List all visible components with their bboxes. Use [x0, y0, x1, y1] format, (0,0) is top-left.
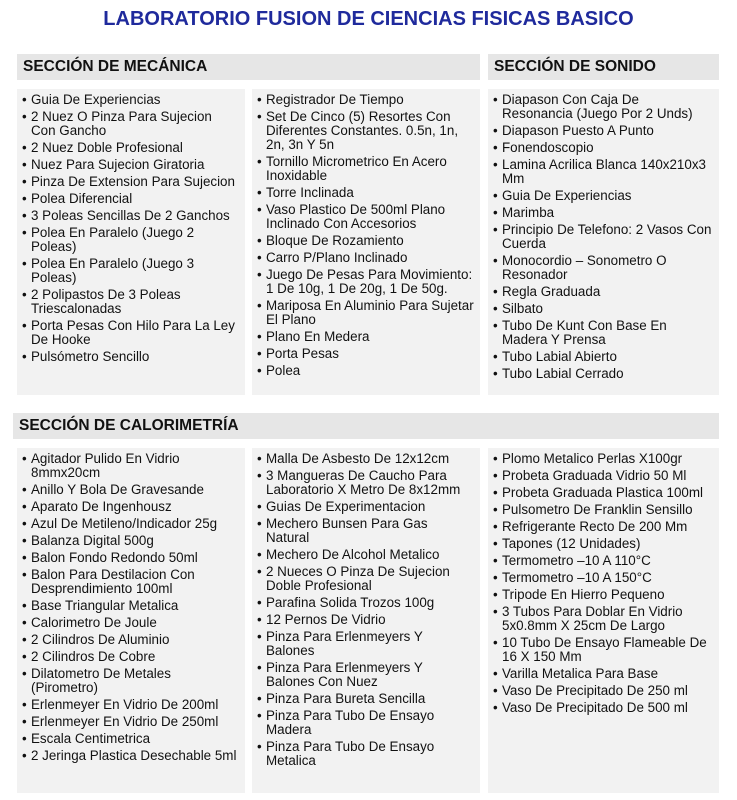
list-item: • Agitador Pulido En Vidrio 8mmx20cm	[22, 452, 239, 480]
mecanica-column-2	[252, 89, 480, 395]
list-item: • Balon Fondo Redondo 50ml	[22, 551, 239, 565]
list-item: • Calorimetro De Joule	[22, 616, 239, 630]
list-item: • Pinza De Extension Para Sujecion	[22, 175, 239, 189]
list-item: • Porta Pesas	[257, 347, 474, 361]
list-item: • Pinza Para Erlenmeyers Y Balones	[257, 630, 474, 658]
list-item: • Vaso De Precipitado De 500 ml	[493, 701, 713, 715]
section-heading-mecanica: SECCIÓN DE MECÁNICA	[17, 54, 480, 80]
list-item: • Tapones (12 Unidades)	[493, 537, 713, 551]
list-item: • Juego De Pesas Para Movimiento: 1 De 10g, 1 De 20g, 1 De 50g.	[257, 268, 474, 296]
list-item: • Tubo Labial Cerrado	[493, 367, 713, 381]
list-item: • Pinza Para Bureta Sencilla	[257, 692, 474, 706]
sonido-column-1	[488, 89, 719, 395]
list-item: • Tornillo Micrometrico En Acero Inoxidable	[257, 155, 474, 183]
list-item: • Lamina Acrilica Blanca 140x210x3 Mm	[493, 158, 713, 186]
list-item: • Mechero Bunsen Para Gas Natural	[257, 517, 474, 545]
calorimetria-column-2	[252, 448, 480, 793]
list-item: • Polea Diferencial	[22, 192, 239, 206]
list-item: • Parafina Solida Trozos 100g	[257, 596, 474, 610]
list-item: • 2 Jeringa Plastica Desechable 5ml	[22, 749, 239, 763]
list-item: • Guia De Experiencias	[22, 93, 239, 107]
list-item: • Tripode En Hierro Pequeno	[493, 588, 713, 602]
list-item: • Balon Para Destilacion Con Desprendimiento 100ml	[22, 568, 239, 596]
list-item: • Marimba	[493, 206, 713, 220]
list-item: • 2 Nuez Doble Profesional	[22, 141, 239, 155]
list-item: • 12 Pernos De Vidrio	[257, 613, 474, 627]
list-item: • Polea En Paralelo (Juego 3 Poleas)	[22, 257, 239, 285]
list-item: • Nuez Para Sujecion Giratoria	[22, 158, 239, 172]
list-item: • Probeta Graduada Plastica 100ml	[493, 486, 713, 500]
list-item: • Silbato	[493, 302, 713, 316]
list-item: • Aparato De Ingenhousz	[22, 500, 239, 514]
list-item: • Regla Graduada	[493, 285, 713, 299]
list-item: • 3 Poleas Sencillas De 2 Ganchos	[22, 209, 239, 223]
list-item: • Base Triangular Metalica	[22, 599, 239, 613]
list-item: • Termometro –10 A 110°C	[493, 554, 713, 568]
list-item: • 3 Mangueras De Caucho Para Laboratorio X Metro De 8x12mm	[257, 469, 474, 497]
list-item: • Fonendoscopio	[493, 141, 713, 155]
list-item: • Diapason Con Caja De Resonancia (Juego Por 2 Unds)	[493, 93, 713, 121]
page-title: LABORATORIO FUSION DE CIENCIAS FISICAS BASICO	[103, 8, 634, 30]
list-item: • Polea	[257, 364, 474, 378]
list-item: • Mechero De Alcohol Metalico	[257, 548, 474, 562]
calorimetria-column-3	[488, 448, 719, 793]
list-item: • Pulsometro De Franklin Sensillo	[493, 503, 713, 517]
calorimetria-column-1	[17, 448, 245, 793]
list-item: • Azul De Metileno/Indicador 25g	[22, 517, 239, 531]
list-item: • Principio De Telefono: 2 Vasos Con Cuerda	[493, 223, 713, 251]
list-item: • Probeta Graduada Vidrio 50 Ml	[493, 469, 713, 483]
list-item: • 2 Nueces O Pinza De Sujecion Doble Profesional	[257, 565, 474, 593]
list-item: • Pinza Para Tubo De Ensayo Madera	[257, 709, 474, 737]
list-item: • Monocordio – Sonometro O Resonador	[493, 254, 713, 282]
list-item: • 2 Cilindros De Aluminio	[22, 633, 239, 647]
list-item: • Vaso De Precipitado De 250 ml	[493, 684, 713, 698]
list-item: • Erlenmeyer En Vidrio De 250ml	[22, 715, 239, 729]
list-item: • Anillo Y Bola De Gravesande	[22, 483, 239, 497]
list-item: • Vaso Plastico De 500ml Plano Inclinado Con Accesorios	[257, 203, 474, 231]
list-item: • 2 Cilindros De Cobre	[22, 650, 239, 664]
list-item: • Varilla Metalica Para Base	[493, 667, 713, 681]
list-item: • Escala Centimetrica	[22, 732, 239, 746]
list-item: • Guia De Experiencias	[493, 189, 713, 203]
list-item: • Bloque De Rozamiento	[257, 234, 474, 248]
list-item: • Set De Cinco (5) Resortes Con Diferentes Constantes. 0.5n, 1n, 2n, 3n Y 5n	[257, 110, 474, 152]
list-item: • Guias De Experimentacion	[257, 500, 474, 514]
list-item: • Pinza Para Tubo De Ensayo Metalica	[257, 740, 474, 768]
list-item: • Mariposa En Aluminio Para Sujetar El Plano	[257, 299, 474, 327]
list-item: • Pulsómetro Sencillo	[22, 350, 239, 364]
list-item: • 10 Tubo De Ensayo Flameable De 16 X 150 Mm	[493, 636, 713, 664]
list-item: • Dilatometro De Metales (Pirometro)	[22, 667, 239, 695]
list-item: • Termometro –10 A 150°C	[493, 571, 713, 585]
list-item: • Torre Inclinada	[257, 186, 474, 200]
section-heading-sonido: SECCIÓN DE SONIDO	[488, 54, 719, 80]
list-item: • Balanza Digital 500g	[22, 534, 239, 548]
list-item: • Pinza Para Erlenmeyers Y Balones Con Nuez	[257, 661, 474, 689]
list-item: • Erlenmeyer En Vidrio De 200ml	[22, 698, 239, 712]
list-item: • 2 Nuez O Pinza Para Sujecion Con Gancho	[22, 110, 239, 138]
list-item: • Carro P/Plano Inclinado	[257, 251, 474, 265]
list-item: • Diapason Puesto A Punto	[493, 124, 713, 138]
list-item: • Polea En Paralelo (Juego 2 Poleas)	[22, 226, 239, 254]
list-item: • Tubo De Kunt Con Base En Madera Y Prensa	[493, 319, 713, 347]
list-item: • Plomo Metalico Perlas X100gr	[493, 452, 713, 466]
mecanica-column-1	[17, 89, 245, 395]
list-item: • Registrador De Tiempo	[257, 93, 474, 107]
list-item: • 3 Tubos Para Doblar En Vidrio 5x0.8mm X 25cm De Largo	[493, 605, 713, 633]
section-heading-calorimetria: SECCIÓN DE CALORIMETRÍA	[13, 413, 719, 439]
list-item: • Plano En Medera	[257, 330, 474, 344]
list-item: • 2 Polipastos De 3 Poleas Triescalonadas	[22, 288, 239, 316]
list-item: • Porta Pesas Con Hilo Para La Ley De Hooke	[22, 319, 239, 347]
list-item: • Tubo Labial Abierto	[493, 350, 713, 364]
list-item: • Refrigerante Recto De 200 Mm	[493, 520, 713, 534]
list-item: • Malla De Asbesto De 12x12cm	[257, 452, 474, 466]
